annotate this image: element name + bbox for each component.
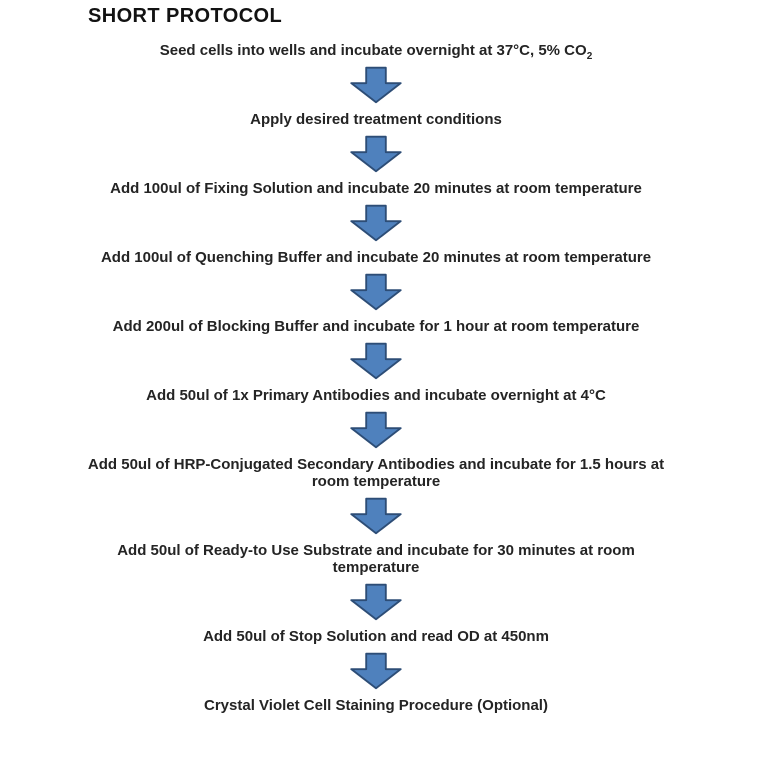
down-arrow-icon: [348, 411, 404, 449]
protocol-step: [159, 42, 593, 62]
protocol-step: Add 50ul of Ready-to Use Substrate and incubate for 30 minutes at room temperature: [117, 542, 635, 576]
down-arrow-icon: [348, 66, 404, 104]
down-arrow-icon: [348, 342, 404, 380]
protocol-step: Add 100ul of Fixing Solution and incubate 20 minutes at room temperature: [110, 180, 642, 197]
subscript: 2: [586, 51, 593, 62]
down-arrow-icon: [348, 135, 404, 173]
protocol-step: Crystal Violet Cell Staining Procedure (Optional): [204, 697, 548, 714]
down-arrow-icon: [348, 497, 404, 535]
protocol-step: Add 100ul of Quenching Buffer and incubate 20 minutes at room temperature: [100, 249, 652, 266]
down-arrow-icon: [348, 273, 404, 311]
flow-column: [0, 42, 752, 714]
step-text: Seed cells into wells and incubate overnight at 37°C, 5% CO: [159, 42, 587, 59]
down-arrow-icon: [348, 583, 404, 621]
protocol-step: Add 200ul of Blocking Buffer and incubate for 1 hour at room temperature: [112, 318, 640, 335]
protocol-step: Add 50ul of HRP-Conjugated Secondary Antibodies and incubate for 1.5 hours at room temperature: [87, 456, 665, 490]
protocol-step: Apply desired treatment conditions: [250, 111, 502, 128]
protocol-step: Add 50ul of 1x Primary Antibodies and incubate overnight at 4°C: [146, 387, 606, 404]
protocol-step: Add 50ul of Stop Solution and read OD at 450nm: [203, 628, 549, 645]
down-arrow-icon: [348, 204, 404, 242]
down-arrow-icon: [348, 652, 404, 690]
page-title: SHORT PROTOCOL: [88, 5, 283, 27]
